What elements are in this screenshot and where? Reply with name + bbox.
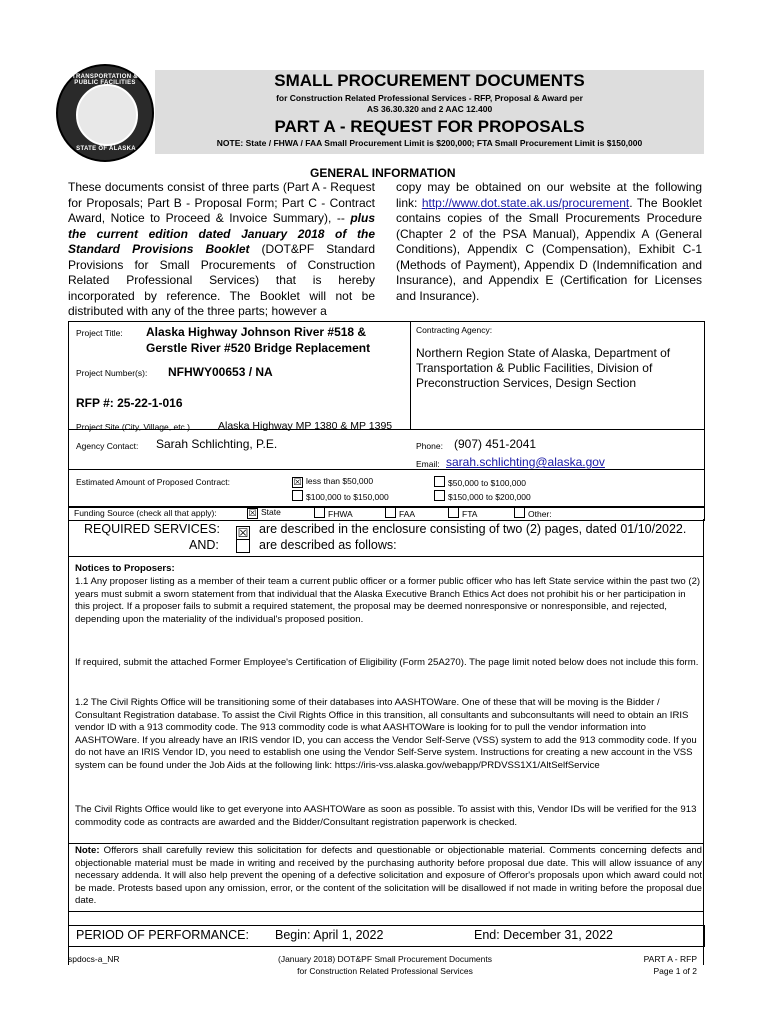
notice-1-2: 1.2 The Civil Rights Office will be transitioning some of their databases into AASHTOWare. One of these that will be moving is the Bidder / Consultant Registration database. To assist the Civil Rights Office in this transition, all consultants and subconsultants will need to obtain an IRIS vendor ID with a 913 commodity code. The 913 commodity code is what AASHTOWare is looking for to pull the vendor information into AASHTOWare. If you already have an IRIS vendor ID, you can access the Vendor Self-Serve (VSS) system to add the 913 commodity code. If you do not have an IRIS Vendor ID, you need to establish one using the Vendor Self-Serve system. Instructions for creating a new account in the VSS system can be found under the Job Aids at the following link: https://iris-vss.alaska.gov/webapp/PRDVSS1X1/AltSelfService bbox=[75, 697, 697, 771]
contracting-agency bbox=[416, 346, 670, 391]
funding-faa[interactable] bbox=[385, 507, 415, 519]
funding-label-other: Other: bbox=[528, 509, 552, 519]
seal-text-top: TRANSPORTATION & PUBLIC FACILITIES bbox=[72, 74, 138, 86]
amount-label-1: less than $50,000 bbox=[306, 476, 374, 486]
funding-label-state: State bbox=[261, 507, 281, 517]
project-number: NFHWY00653 / NA bbox=[168, 365, 273, 379]
right-border bbox=[703, 519, 704, 965]
project-title-line-1: Alaska Highway Johnson River #518 & bbox=[146, 325, 367, 339]
footer-page-number: Page 1 of 2 bbox=[653, 966, 697, 976]
general-info-heading: GENERAL INFORMATION bbox=[310, 166, 456, 180]
general-info-left-column bbox=[68, 180, 375, 320]
subtitle-line-1: for Construction Related Professional Services - RFP, Proposal & Award per bbox=[276, 93, 583, 103]
checkbox-checked-icon: ☒ bbox=[237, 526, 249, 540]
period-end: End: December 31, 2022 bbox=[474, 928, 613, 942]
project-title-line-2: Gerstle River #520 Bridge Replacement bbox=[146, 341, 371, 355]
notice-1-1: 1.1 Any proposer listing as a member of their team a current public officer or a former public officer who has left State service within the past two (2) years must submit a sworn statement from that individual that the Alaska Executive Branch Ethics Act does not prohibit his or her participation in this project. If a proposer fails to submit a required statement, the proposal may be deemed nonresponsive or nonresponsible, and rejected, depending upon the materiality of the individual's proposed position. bbox=[75, 576, 701, 625]
funding-label-fhwa: FHWA bbox=[328, 509, 353, 519]
vertical-divider bbox=[410, 321, 411, 429]
and-checkbox[interactable] bbox=[236, 538, 250, 556]
period-label: PERIOD OF PERFORMANCE: bbox=[76, 928, 249, 942]
document-title: SMALL PROCUREMENT DOCUMENTS bbox=[274, 71, 585, 90]
subtitle-line-2: AS 36.30.320 and 2 AAC 12.400 bbox=[366, 104, 493, 114]
footer-center-line-2: for Construction Related Professional Services bbox=[297, 966, 473, 976]
agency-line-2: Transportation & Public Facilities, Division of bbox=[416, 361, 653, 375]
note-label: Note: bbox=[75, 845, 100, 856]
amount-option-4[interactable] bbox=[434, 490, 531, 502]
agency-contact-label: Agency Contact: bbox=[76, 441, 139, 451]
agency-contact: Sarah Schlichting, P.E. bbox=[156, 437, 278, 451]
footer-part: PART A - RFP bbox=[643, 954, 697, 964]
footer-center bbox=[235, 953, 535, 977]
checkbox-checked-icon: ☒ bbox=[293, 477, 302, 487]
checkbox-checked-icon: ☒ bbox=[248, 508, 257, 518]
general-text-c: copy may be obtained on our website at the following link: bbox=[396, 180, 702, 210]
procurement-link[interactable]: http://www.dot.state.ak.us/procurement bbox=[421, 195, 630, 210]
phone-number: (907) 451-2041 bbox=[454, 437, 537, 451]
offeror-note bbox=[75, 845, 702, 908]
divider bbox=[68, 843, 704, 844]
amount-label-4: $150,000 to $200,000 bbox=[448, 492, 531, 502]
amount-option-2[interactable] bbox=[434, 476, 526, 488]
period-begin: Begin: April 1, 2022 bbox=[275, 928, 384, 942]
checkbox-icon bbox=[434, 490, 445, 501]
general-text-a: These documents consist of three parts (Part A - Request for Proposals; Part B - Proposal Form; Part C - Contract Award, Notice to Proceed & Invoice Summary), -- bbox=[68, 180, 375, 225]
footer-center-line-1: (January 2018) DOT&PF Small Procurement Documents bbox=[278, 954, 492, 964]
notice-former-employee: If required, submit the attached Former Employee's Certification of Eligibility (Form 25A270). The page limit noted below does not include this form. bbox=[75, 657, 699, 668]
checkbox-icon bbox=[236, 539, 250, 553]
funding-source-label: Funding Source (check all that apply): bbox=[74, 508, 217, 518]
general-text-b: (DOT&PF Standard Provisions for Small Procurements of Construction Related Professional Services) that is hereby incorporated by reference. The Booklet will not be distributed with any of the three parts; however a bbox=[68, 242, 375, 318]
checkbox-icon bbox=[448, 507, 459, 518]
checkbox-icon bbox=[292, 490, 303, 501]
dot-seal-logo bbox=[56, 64, 154, 162]
footer-right bbox=[600, 953, 697, 977]
procurement-limit-note: NOTE: State / FHWA / FAA Small Procurement Limit is $200,000; FTA Small Procurement Limit is $150,000 bbox=[216, 138, 643, 148]
notice-civil-rights: The Civil Rights Office would like to get everyone into AASHTOWare as soon as possible. To assist with this, Vendor IDs will be verified for the 913 commodity code as contracts are awarded and the Bidder/Consultant registration paperwork is checked. bbox=[75, 804, 697, 828]
rfp-number: RFP #: 25-22-1-016 bbox=[76, 396, 183, 410]
document-subtitle bbox=[155, 93, 704, 115]
project-site-label: Project Site (City, Village, etc.) bbox=[76, 422, 191, 432]
agency-line-3: Preconstruction Services, Design Section bbox=[416, 376, 637, 390]
estimated-amount-label: Estimated Amount of Proposed Contract: bbox=[76, 477, 231, 487]
contracting-agency-label: Contracting Agency: bbox=[416, 325, 493, 335]
horizontal-divider-2 bbox=[68, 469, 704, 470]
and-label: AND: bbox=[189, 538, 219, 552]
funding-label-faa: FAA bbox=[399, 509, 416, 519]
project-title-label: Project Title: bbox=[76, 328, 123, 338]
amount-option-1[interactable] bbox=[292, 476, 373, 488]
funding-fta[interactable] bbox=[448, 507, 477, 519]
part-title: PART A - REQUEST FOR PROPOSALS bbox=[274, 117, 585, 136]
amount-label-3: $100,000 to $150,000 bbox=[306, 492, 389, 502]
general-text-emphasis: plus the current edition dated January 2018 of the Standard Provisions Booklet bbox=[68, 211, 375, 256]
agency-line-1: Northern Region State of Alaska, Department of bbox=[416, 346, 671, 360]
seal-center bbox=[76, 84, 138, 146]
email-label: Email: bbox=[416, 459, 440, 469]
general-text-d: . The Booklet contains copies of the Small Procurements Procedure (Chapter 2 of the PSA Manual), Appendix A (General Conditions), Appendix C (Compensation), Exhibit C-1 (Methods of Payment), Appendix D (Indemnification and Insurance), and Appendix E (Certification for Licenses and Insurance). bbox=[396, 195, 702, 303]
checkbox-icon bbox=[314, 507, 325, 518]
general-info-right-column bbox=[396, 180, 702, 304]
note-text: Offerors shall carefully review this solicitation for defects and questionable or objectionable material. Comments concerning defects and objectionable material must be made in writing and received by the purchasing authority before proposal due date. This will allow issuance of any necessary addenda. It will also help prevent the opening of a defective solicitation and exposure of Offeror's proposals upon which award could not be made. Protests based upon any omission, error, or the content of the solicitation will be disallowed if not made in writing before the proposal due date. bbox=[75, 845, 702, 906]
and-text: are described as follows: bbox=[259, 538, 397, 552]
required-services-label: REQUIRED SERVICES: bbox=[84, 522, 220, 536]
checkbox-icon bbox=[434, 476, 445, 487]
funding-fhwa[interactable] bbox=[314, 507, 353, 519]
required-services-text: are described in the enclosure consisting of two (2) pages, dated 01/10/2022. bbox=[259, 522, 687, 536]
seal-text-bottom: STATE OF ALASKA bbox=[76, 146, 136, 152]
project-number-label: Project Number(s): bbox=[76, 368, 148, 378]
phone-label: Phone: bbox=[416, 441, 443, 451]
funding-other[interactable] bbox=[514, 507, 552, 519]
funding-label-fta: FTA bbox=[462, 509, 478, 519]
left-border bbox=[68, 519, 69, 965]
checkbox-icon bbox=[385, 507, 396, 518]
footer-doc-id: spdocs-a_NR bbox=[68, 954, 120, 964]
funding-state[interactable] bbox=[247, 507, 281, 519]
amount-label-2: $50,000 to $100,000 bbox=[448, 478, 526, 488]
divider bbox=[68, 556, 704, 557]
checkbox-icon bbox=[514, 507, 525, 518]
email-link[interactable]: sarah.schlichting@alaska.gov bbox=[446, 455, 605, 469]
project-site: Alaska Highway MP 1380 & MP 1395 bbox=[218, 420, 393, 432]
amount-option-3[interactable] bbox=[292, 490, 389, 502]
divider bbox=[68, 911, 704, 912]
notices-heading: Notices to Proposers: bbox=[75, 563, 175, 574]
